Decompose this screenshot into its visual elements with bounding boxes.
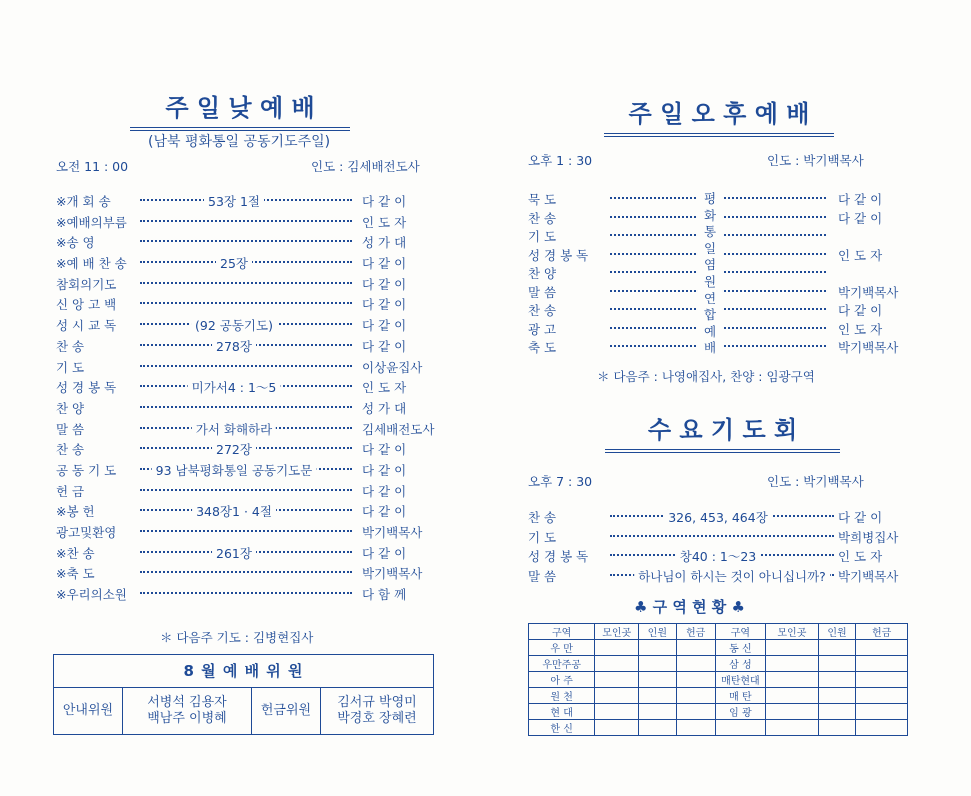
- morning-service-leader: 인도 : 김세배전도사: [311, 159, 420, 174]
- dot-leader: [610, 345, 696, 347]
- dot-leader: [140, 571, 352, 573]
- district-row: [529, 672, 908, 688]
- district-empty-cell: [595, 704, 639, 720]
- dot-leader: [140, 282, 352, 284]
- dot-leader: [610, 253, 696, 255]
- dot-leader: [610, 197, 696, 199]
- order-person: 박희병집사: [838, 529, 899, 545]
- order-person: 성 가 대: [362, 400, 407, 416]
- district-row: [529, 688, 908, 704]
- district-empty-cell: [766, 656, 819, 672]
- dot-leader: [140, 592, 352, 594]
- order-label: 말 씀: [56, 421, 85, 437]
- order-detail: 하나님이 하시는 것이 아니십니까?: [634, 567, 830, 585]
- order-label: 헌 금: [56, 483, 85, 499]
- morning-order-row: [56, 253, 432, 274]
- order-person: 다 같 이: [838, 210, 883, 226]
- morning-order-row: [56, 294, 432, 315]
- guide-names-line1: 서병석 김용자: [147, 695, 227, 710]
- morning-order-row: [56, 377, 432, 398]
- dot-leader: [610, 308, 696, 310]
- dot-leader: [610, 535, 834, 537]
- vertical-char: 염: [704, 257, 717, 273]
- district-empty-cell: [595, 720, 639, 736]
- district-empty-cell: [766, 688, 819, 704]
- morning-order-row: [56, 439, 432, 460]
- district-empty-cell: [639, 640, 676, 656]
- order-person: 박기백목사: [838, 284, 899, 300]
- district-name-cell: 한 신: [529, 720, 595, 736]
- district-empty-cell: [676, 720, 715, 736]
- vertical-char: 배: [704, 340, 717, 356]
- morning-service-title: 주 일 낮 예 배: [130, 88, 350, 131]
- order-label: 축 도: [528, 340, 557, 355]
- district-name-cell: 매탄현대: [715, 672, 765, 688]
- afternoon-order-row: [528, 263, 908, 282]
- dot-leader: [610, 234, 696, 236]
- district-empty-cell: [818, 656, 855, 672]
- dot-leader: [724, 345, 826, 347]
- order-person: 성 가 대: [362, 235, 407, 251]
- morning-order-row: [56, 212, 432, 233]
- order-label: ※우리의소원: [56, 587, 127, 603]
- order-detail: 25장: [216, 254, 252, 272]
- afternoon-next-note: ＊ 다음주 : 나영애집사, 찬양 : 임광구역: [597, 369, 815, 384]
- morning-order-row: [56, 315, 432, 336]
- order-label: 참회의기도: [56, 276, 117, 292]
- vertical-char: 통: [704, 224, 717, 240]
- district-name-cell: 매 탄: [715, 688, 765, 704]
- afternoon-order-row: [528, 300, 908, 319]
- morning-service-subtitle: (남북 평화통일 공동기도주일): [148, 134, 331, 150]
- district-empty-cell: [676, 704, 715, 720]
- dot-leader: [724, 308, 826, 310]
- order-label: 찬 송: [528, 210, 557, 226]
- morning-order-row: [56, 481, 432, 502]
- order-label: ※축 도: [56, 566, 95, 582]
- morning-order-row: [56, 398, 432, 419]
- afternoon-order-row: [528, 189, 908, 208]
- district-empty-cell: [595, 656, 639, 672]
- afternoon-service-order: [528, 189, 908, 356]
- morning-order-row: [56, 419, 435, 440]
- wednesday-order-row: [528, 566, 908, 586]
- dot-leader: [724, 327, 826, 329]
- afternoon-order-row: [528, 282, 908, 301]
- worship-committee-box: [53, 654, 434, 735]
- district-empty-cell: [856, 656, 908, 672]
- order-person: 다 같 이: [362, 483, 407, 499]
- order-label: 찬 송: [528, 303, 557, 318]
- order-person: 다 같 이: [362, 504, 407, 520]
- offering-names-line2: 박경호 장혜련: [337, 711, 417, 726]
- district-empty-cell: [818, 672, 855, 688]
- order-label: 광 고: [528, 321, 557, 337]
- district-row: [529, 720, 908, 736]
- wednesday-order-row: [528, 546, 908, 566]
- order-label: ※송 영: [56, 235, 95, 251]
- worship-committee-title: 8 월 예 배 위 원: [54, 655, 433, 688]
- morning-order-row: [56, 522, 432, 543]
- district-empty-cell: [676, 672, 715, 688]
- dot-leader: [140, 220, 352, 222]
- order-detail: 272장: [212, 440, 256, 458]
- offering-committee-label: 헌금위원: [252, 688, 321, 734]
- district-empty-cell: [676, 688, 715, 704]
- district-header-cell: 인원: [639, 624, 676, 640]
- district-header-cell: 구역: [529, 624, 595, 640]
- morning-order-row: [56, 460, 432, 481]
- district-empty-cell: [595, 688, 639, 704]
- district-empty-cell: [766, 672, 819, 688]
- district-header-cell: 인원: [818, 624, 855, 640]
- district-name-cell: 우 만: [529, 640, 595, 656]
- order-detail: 93 남북평화통일 공동기도문: [152, 461, 317, 479]
- order-person: 다 같 이: [362, 318, 407, 334]
- order-detail: 창40 : 1～23: [676, 547, 761, 565]
- order-label: 광고및환영: [56, 525, 117, 540]
- order-person: 인 도 자: [362, 380, 407, 396]
- next-week-prayer-note: ＊ 다음주 기도 : 김병현집사: [160, 630, 314, 645]
- district-name-cell: 삼 성: [715, 656, 765, 672]
- order-person: 박기백목사: [838, 568, 899, 584]
- order-person: 인 도 자: [838, 549, 883, 564]
- order-label: 기 도: [528, 529, 557, 545]
- dot-leader: [610, 271, 696, 273]
- order-person: 인 도 자: [362, 214, 407, 230]
- offering-committee-names: [321, 688, 433, 734]
- district-name-cell: 현 대: [529, 704, 595, 720]
- order-label: 말 씀: [528, 284, 557, 300]
- district-name-cell: 원 천: [529, 688, 595, 704]
- offering-names-line1: 김서규 박영미: [337, 695, 417, 710]
- order-label: 말 씀: [528, 568, 557, 584]
- order-label: 찬 송: [56, 338, 85, 354]
- dot-leader: [724, 253, 826, 255]
- district-empty-cell: [639, 704, 676, 720]
- order-detail: 53장 1절: [204, 192, 264, 210]
- wednesday-prayer-order: [528, 507, 908, 585]
- afternoon-service-time: 오후 1 : 30: [528, 153, 593, 168]
- district-empty-cell: [856, 672, 908, 688]
- order-person: 다 같 이: [838, 303, 883, 318]
- district-name-cell: 동 신: [715, 640, 765, 656]
- afternoon-service-title: 주 일 오 후 예 배: [604, 94, 834, 137]
- order-person: 박기백목사: [362, 566, 423, 582]
- order-person: 박기백목사: [362, 525, 423, 540]
- afternoon-order-row: [528, 226, 908, 245]
- order-person: 다 같 이: [362, 462, 407, 478]
- dot-leader: [140, 530, 352, 532]
- dot-leader: [140, 406, 352, 408]
- district-row: [529, 704, 908, 720]
- district-empty-cell: [595, 672, 639, 688]
- order-label: ※예배의부름: [56, 214, 127, 230]
- district-name-cell: 아 주: [529, 672, 595, 688]
- order-label: ※찬 송: [56, 545, 95, 561]
- vertical-char: 평: [704, 191, 717, 206]
- district-empty-cell: [639, 688, 676, 704]
- morning-order-row: [56, 357, 432, 378]
- order-person: 다 함 께: [362, 587, 407, 603]
- morning-order-row: [56, 336, 432, 357]
- order-label: 찬 양: [56, 400, 85, 416]
- district-empty-cell: [856, 704, 908, 720]
- guide-names-line2: 백남주 이병혜: [147, 711, 227, 726]
- dot-leader: [610, 327, 696, 329]
- order-person: 박기백목사: [838, 340, 899, 355]
- order-person: 다 같 이: [362, 256, 407, 272]
- order-label: 찬 송: [56, 442, 85, 458]
- order-person: 다 같 이: [362, 276, 407, 292]
- guide-committee-label: 안내위원: [54, 688, 123, 734]
- district-empty-cell: [856, 688, 908, 704]
- district-empty-cell: [766, 640, 819, 656]
- vertical-char: 화: [704, 207, 717, 223]
- order-person: 이상윤집사: [362, 359, 423, 375]
- order-label: 찬 송: [528, 510, 557, 525]
- district-header-cell: 헌금: [856, 624, 908, 640]
- morning-service-order: [56, 191, 435, 605]
- afternoon-order-row: [528, 208, 908, 227]
- district-name-cell: 임 광: [715, 704, 765, 720]
- dot-leader: [140, 365, 352, 367]
- afternoon-service-leader: 인도 : 박기백목사: [767, 153, 864, 168]
- order-label: 성 경 봉 독: [56, 380, 117, 396]
- district-empty-cell: [818, 720, 855, 736]
- district-header-cell: 구역: [715, 624, 765, 640]
- district-empty-cell: [639, 672, 676, 688]
- wednesday-prayer-leader: 인도 : 박기백목사: [767, 474, 864, 489]
- vertical-char: 원: [704, 274, 717, 289]
- afternoon-order-row: [528, 245, 908, 264]
- dot-leader: [724, 197, 826, 199]
- order-label: 기 도: [56, 359, 85, 375]
- order-person: 다 같 이: [362, 545, 407, 561]
- order-detail: 348장1 · 4절: [192, 502, 276, 520]
- dot-leader: [724, 271, 826, 273]
- order-person: 김세배전도사: [362, 421, 435, 437]
- district-name-cell: 우만주공: [529, 656, 595, 672]
- order-detail: 326, 453, 464장: [664, 508, 772, 526]
- order-label: 신 앙 고 백: [56, 297, 117, 313]
- afternoon-order-row: [528, 337, 908, 356]
- district-empty-cell: [856, 640, 908, 656]
- order-person: 다 같 이: [362, 442, 407, 458]
- order-person: 다 같 이: [362, 194, 407, 209]
- order-detail: 261장: [212, 544, 256, 562]
- morning-order-row: [56, 584, 432, 605]
- district-empty-cell: [818, 688, 855, 704]
- wednesday-prayer-title: 수 요 기 도 회: [605, 410, 840, 453]
- morning-order-row: [56, 232, 432, 253]
- dot-leader: [140, 302, 352, 304]
- district-row: [529, 640, 908, 656]
- district-header-cell: 모인곳: [595, 624, 639, 640]
- order-person: 인 도 자: [838, 247, 883, 263]
- district-empty-cell: [595, 640, 639, 656]
- morning-service-time: 오전 11 : 00: [56, 159, 129, 174]
- order-person: 다 같 이: [362, 297, 407, 313]
- morning-order-row: [56, 543, 432, 564]
- order-person: 다 같 이: [838, 510, 883, 525]
- order-label: 찬 양: [528, 266, 557, 281]
- dot-leader: [610, 290, 696, 292]
- district-header-cell: 헌금: [676, 624, 715, 640]
- district-empty-cell: [818, 704, 855, 720]
- order-label: ※봉 헌: [56, 504, 95, 520]
- vertical-char: 합: [704, 307, 717, 323]
- district-status-table: [528, 623, 908, 736]
- vertical-char: 연: [704, 290, 717, 306]
- order-label: 공 동 기 도: [56, 462, 117, 478]
- district-header-cell: 모인곳: [766, 624, 819, 640]
- district-empty-cell: [639, 720, 676, 736]
- district-empty-cell: [818, 640, 855, 656]
- order-detail: 가서 화해하라: [192, 420, 276, 438]
- morning-order-row: [56, 274, 432, 295]
- dot-leader: [724, 216, 826, 218]
- afternoon-order-row: [528, 319, 908, 338]
- district-name-cell: [715, 720, 765, 736]
- wednesday-order-row: [528, 527, 908, 547]
- dot-leader: [724, 234, 826, 236]
- wednesday-prayer-time: 오후 7 : 30: [528, 474, 593, 489]
- order-person: 다 같 이: [838, 192, 883, 207]
- order-label: 기 도: [528, 229, 557, 244]
- order-label: ※예 배 찬 송: [56, 256, 127, 272]
- district-empty-cell: [676, 656, 715, 672]
- dot-leader: [610, 216, 696, 218]
- order-label: 성 경 봉 독: [528, 247, 589, 263]
- district-status-title: ♣ 구 역 현 황 ♣: [634, 598, 745, 616]
- order-label: 성 시 교 독: [56, 318, 117, 334]
- wednesday-order-row: [528, 507, 908, 527]
- district-row: [529, 656, 908, 672]
- morning-order-row: [56, 563, 432, 584]
- guide-committee-names: [123, 688, 252, 734]
- order-label: 묵 도: [528, 192, 557, 207]
- vertical-char: 일: [704, 240, 717, 256]
- order-label: ※개 회 송: [56, 194, 111, 209]
- morning-order-row: [56, 501, 432, 522]
- vertical-char: 예: [704, 323, 717, 339]
- dot-leader: [140, 240, 352, 242]
- order-person: 다 같 이: [362, 338, 407, 354]
- order-detail: (92 공동기도): [191, 316, 277, 334]
- order-person: 인 도 자: [838, 321, 883, 337]
- order-detail: 미가서4 : 1～5: [188, 378, 281, 396]
- dot-leader: [724, 290, 826, 292]
- morning-order-row: [56, 191, 432, 212]
- order-label: 성 경 봉 독: [528, 549, 589, 564]
- district-empty-cell: [676, 640, 715, 656]
- dot-leader: [140, 489, 352, 491]
- district-empty-cell: [639, 656, 676, 672]
- order-detail: 278장: [212, 337, 256, 355]
- district-empty-cell: [766, 720, 819, 736]
- district-empty-cell: [856, 720, 908, 736]
- district-empty-cell: [766, 704, 819, 720]
